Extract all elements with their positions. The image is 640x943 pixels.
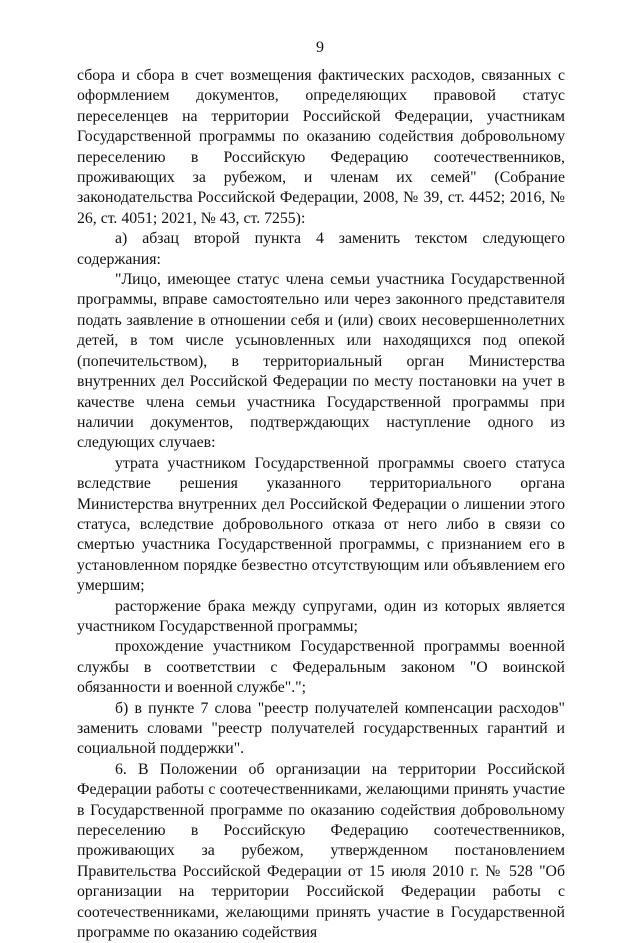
paragraph-case-status-loss: утрата участником Государственной программы своего статуса вследствие решения указанного территориального органа Министерства внутренних дел Российской Федерации о лишении этого статуса, вследствие добровольного отказа от него либо в связи со смертью участника Государственной программы, с признанием его в установленном порядке безвестно отсутствующим или объявлением его умершим; xyxy=(77,454,565,595)
paragraph-item-6: 6. В Положении об организации на территории Российской Федерации работы с соотечественниками, желающими принять участие в Государственной программе по оказанию содействия добровольному переселению в Российскую Федерацию соотечественников, проживающих за рубежом, утвержденном постановлением Правительства Российской Федерации от 15 июля 2010 г. № 528 "Об организации на территории Российской Федерации работы с соотечественниками, желающими принять участие в Государственной программе по оказанию содействия xyxy=(77,760,565,942)
paragraph-case-divorce: расторжение брака между супругами, один из которых является участником Государственной программы; xyxy=(77,597,565,635)
document-body xyxy=(77,66,565,943)
page-number: 9 xyxy=(316,39,324,56)
paragraph-quoted-text: "Лицо, имеющее статус члена семьи участника Государственной программы, вправе самостоятельно или через законного представителя подать заявление в отношении себя и (или) своих несовершеннолетних детей, в том числе усыновленных или находящихся под опекой (попечительством), в территориальный орган Министерства внутренних дел Российской Федерации по месту постановки на учет в качестве члена семьи участника Государственной программы при наличии документов, подтверждающих наступление одного из следующих случаев: xyxy=(77,271,565,452)
paragraph-item-a: а) абзац второй пункта 4 заменить текстом следующего содержания: xyxy=(77,230,565,268)
paragraph-case-military-service: прохождение участником Государственной программы военной службы в соответствии с Федеральным законом "О воинской обязанности и военной службе"."; xyxy=(77,638,565,697)
paragraph-item-b: б) в пункте 7 слова "реестр получателей компенсации расходов" заменить словами "реестр получателей государственных гарантий и социальной поддержки". xyxy=(77,699,565,758)
paragraph-continuation: сбора и сбора в счет возмещения фактических расходов, связанных с оформлением документов, определяющих правовой статус переселенцев на территории Российской Федерации, участникам Государственной программы по оказанию содействия добровольному переселению в Российскую Федерацию соотечественников, проживающих за рубежом, и членам их семей" (Собрание законодательства Российской Федерации, 2008, № 39, ст. 4452; 2016, № 26, ст. 4051; 2021, № 43, ст. 7255): xyxy=(77,67,565,227)
